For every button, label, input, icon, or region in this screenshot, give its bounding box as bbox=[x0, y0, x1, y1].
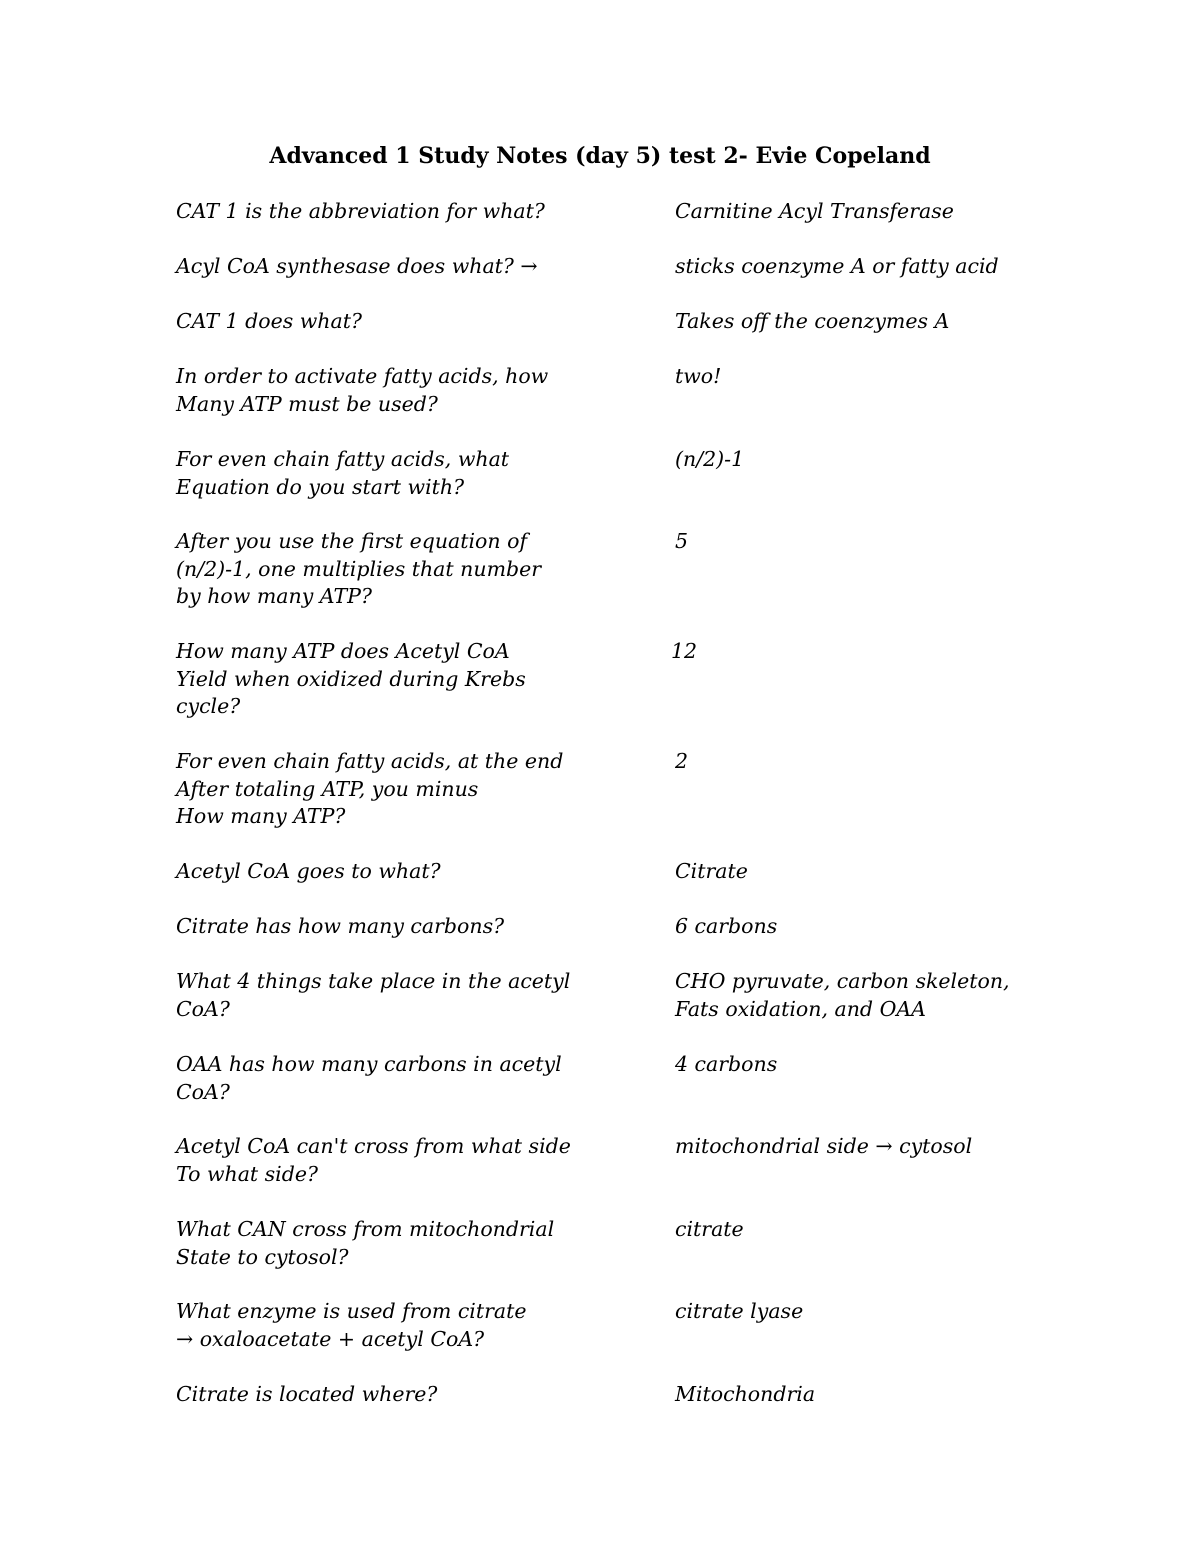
question-7: How many ATP does Acetyl CoA Yield when oxidized during Krebs cycle? bbox=[176, 639, 526, 718]
answer-8: 2 bbox=[675, 749, 689, 773]
question-5: For even chain fatty acids, what Equation do you start with? bbox=[176, 447, 510, 499]
question-14: What CAN cross from mitochondrial State to cytosol? bbox=[176, 1217, 555, 1269]
question-4: In order to activate fatty acids, how Many ATP must be used? bbox=[176, 364, 549, 416]
answer-11: CHO pyruvate, carbon skeleton, Fats oxidation, and OAA bbox=[675, 969, 1010, 1021]
question-1: CAT 1 is the abbreviation for what? bbox=[176, 199, 545, 223]
question-8: For even chain fatty acids, at the end After totaling ATP, you minus How many ATP? bbox=[176, 749, 564, 828]
question-10: Citrate has how many carbons? bbox=[176, 914, 505, 938]
answer-9: Citrate bbox=[675, 859, 748, 883]
answer-16: Mitochondria bbox=[675, 1382, 816, 1406]
answer-4: two! bbox=[675, 364, 722, 388]
answer-15: citrate lyase bbox=[675, 1299, 804, 1323]
answer-3: Takes off the coenzymes A bbox=[675, 309, 950, 333]
answer-6: 5 bbox=[675, 529, 689, 553]
page-title: Advanced 1 Study Notes (day 5) test 2- Evie Copeland bbox=[269, 143, 931, 169]
answer-13: mitochondrial side → cytosol bbox=[675, 1134, 973, 1158]
question-13: Acetyl CoA can't cross from what side To what side? bbox=[176, 1134, 571, 1186]
question-16: Citrate is located where? bbox=[176, 1382, 438, 1406]
answer-2: sticks coenzyme A or fatty acid bbox=[675, 254, 999, 278]
answer-14: citrate bbox=[675, 1217, 744, 1241]
question-15: What enzyme is used from citrate → oxaloacetate + acetyl CoA? bbox=[176, 1299, 527, 1351]
answer-10: 6 carbons bbox=[675, 914, 778, 938]
answer-7: 12 bbox=[671, 639, 698, 663]
question-11: What 4 things take place in the acetyl CoA? bbox=[176, 969, 571, 1021]
question-6: After you use the first equation of (n/2)-1, one multiplies that number by how many ATP? bbox=[176, 529, 542, 608]
answer-12: 4 carbons bbox=[675, 1052, 778, 1076]
question-12: OAA has how many carbons in acetyl CoA? bbox=[176, 1052, 562, 1104]
question-3: CAT 1 does what? bbox=[176, 309, 362, 333]
answer-5: (n/2)-1 bbox=[675, 447, 745, 471]
question-9: Acetyl CoA goes to what? bbox=[176, 859, 441, 883]
question-2: Acyl CoA synthesase does what? → bbox=[176, 254, 538, 278]
answer-1: Carnitine Acyl Transferase bbox=[675, 199, 954, 223]
